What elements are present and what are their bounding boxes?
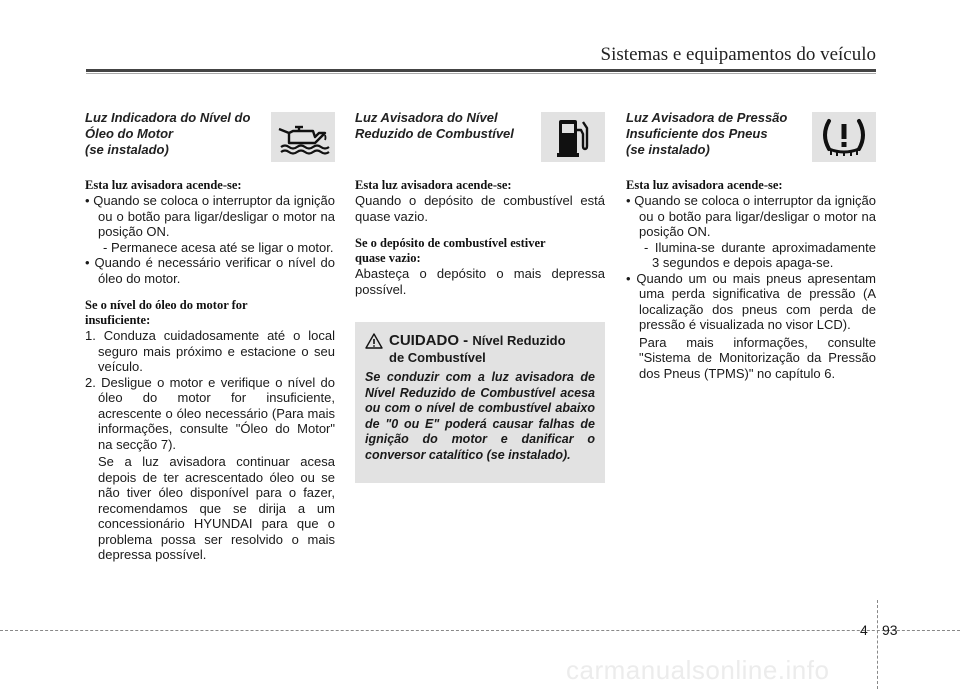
list-item: - Permanece acesa até se ligar o motor. xyxy=(103,239,334,255)
list-item: • Quando se coloca o interruptor da ignição ou o botão para ligar/desligar o motor na posição ON. xyxy=(626,193,876,240)
section-number: 4 xyxy=(860,622,868,638)
oil-level-column xyxy=(85,110,335,563)
caution-subtitle: de Combustível xyxy=(389,350,486,365)
running-header: Sistemas e equipamentos do veículo xyxy=(600,44,876,65)
fuel-sub-empty: Se o depósito de combustível estiver quase vazio: xyxy=(355,236,546,265)
oil-sub-lights: Esta luz avisadora acende-se: xyxy=(85,178,242,192)
low-fuel-heading xyxy=(355,110,605,166)
fuel-text-1: Quando o depósito de combustível está quase vazio. xyxy=(355,193,605,224)
caution-title: Nível Reduzido xyxy=(472,333,566,348)
tire-pressure-column xyxy=(626,110,876,381)
oil-level-title: Luz Indicadora do Nível do Óleo do Motor (se instalado) xyxy=(85,110,251,157)
tire-sub-lights: Esta luz avisadora acende-se: xyxy=(626,178,783,192)
warning-triangle-icon xyxy=(365,333,383,349)
tire-pressure-title: Luz Avisadora de Pressão Insuficiente dos Pneus (se instalado) xyxy=(626,110,788,157)
list-item: 1. Conduza cuidadosamente até o local seguro mais próximo e estacione o seu veículo. xyxy=(85,328,335,374)
list-item: • Quando se coloca o interruptor da ignição ou o botão para ligar/desligar o motor na posição ON. xyxy=(85,193,335,240)
oil-sub-insufficient: Se o nível do óleo do motor for insuficiente: xyxy=(85,298,248,327)
tire-pressure-icon xyxy=(812,112,876,162)
tire-pressure-heading xyxy=(626,110,876,166)
fuel-sub-lights: Esta luz avisadora acende-se: xyxy=(355,178,512,192)
watermark: carmanualsonline.info xyxy=(566,655,830,685)
footer-rule xyxy=(0,630,960,631)
list-item: - Ilumina-se durante aproximadamente 3 segundos e depois apaga-se. xyxy=(644,239,876,270)
fuel-text-2: Abasteça o depósito o mais depressa possível. xyxy=(355,266,605,297)
page-number: 93 xyxy=(882,622,898,638)
low-fuel-title: Luz Avisadora do Nível Reduzido de Combustível xyxy=(355,110,514,141)
low-fuel-column xyxy=(355,110,605,297)
header-rule-thin xyxy=(86,73,876,74)
fuel-pump-icon xyxy=(541,112,605,162)
list-item-continuation: Se a luz avisadora continuar acesa depois de ter acrescentado óleo ou se não tiver óleo disponível para o fazer, recomendamos que se dirija a um concessionário HYUNDAI para que o problema possa ser resolvido o mais depressa possível. xyxy=(98,454,335,562)
header-rule xyxy=(86,69,876,72)
list-item: • Quando um ou mais pneus apresentam uma perda significativa de pressão (A localização dos pneus com perda de pressão é visualizada no visor LCD). xyxy=(626,271,876,333)
oil-level-heading xyxy=(85,110,335,166)
list-item-continuation: Para mais informações, consulte "Sistema de Monitorização da Pressão dos Pneus (TPMS)" no capítulo 6. xyxy=(639,334,876,381)
caution-box xyxy=(355,322,605,483)
caution-label: CUIDADO - xyxy=(389,332,473,349)
list-item: 2. Desligue o motor e verifique o nível do óleo do motor for insuficiente, acrescente o óleo necessário (Para mais informações, consulte "Óleo do Motor" na secção 7). xyxy=(85,374,335,452)
caution-heading xyxy=(365,332,595,349)
oil-can-icon xyxy=(271,112,335,162)
footer-divider xyxy=(877,600,878,689)
caution-text: Se conduzir com a luz avisadora de Nível Reduzido de Combustível acesa ou com o nível de combustível abaixo de "0 ou E" poderá causar falhas de ignição do motor e danificar o conversor catalítico (se instalado). xyxy=(365,370,595,462)
list-item: • Quando é necessário verificar o nível do óleo do motor. xyxy=(85,255,335,286)
